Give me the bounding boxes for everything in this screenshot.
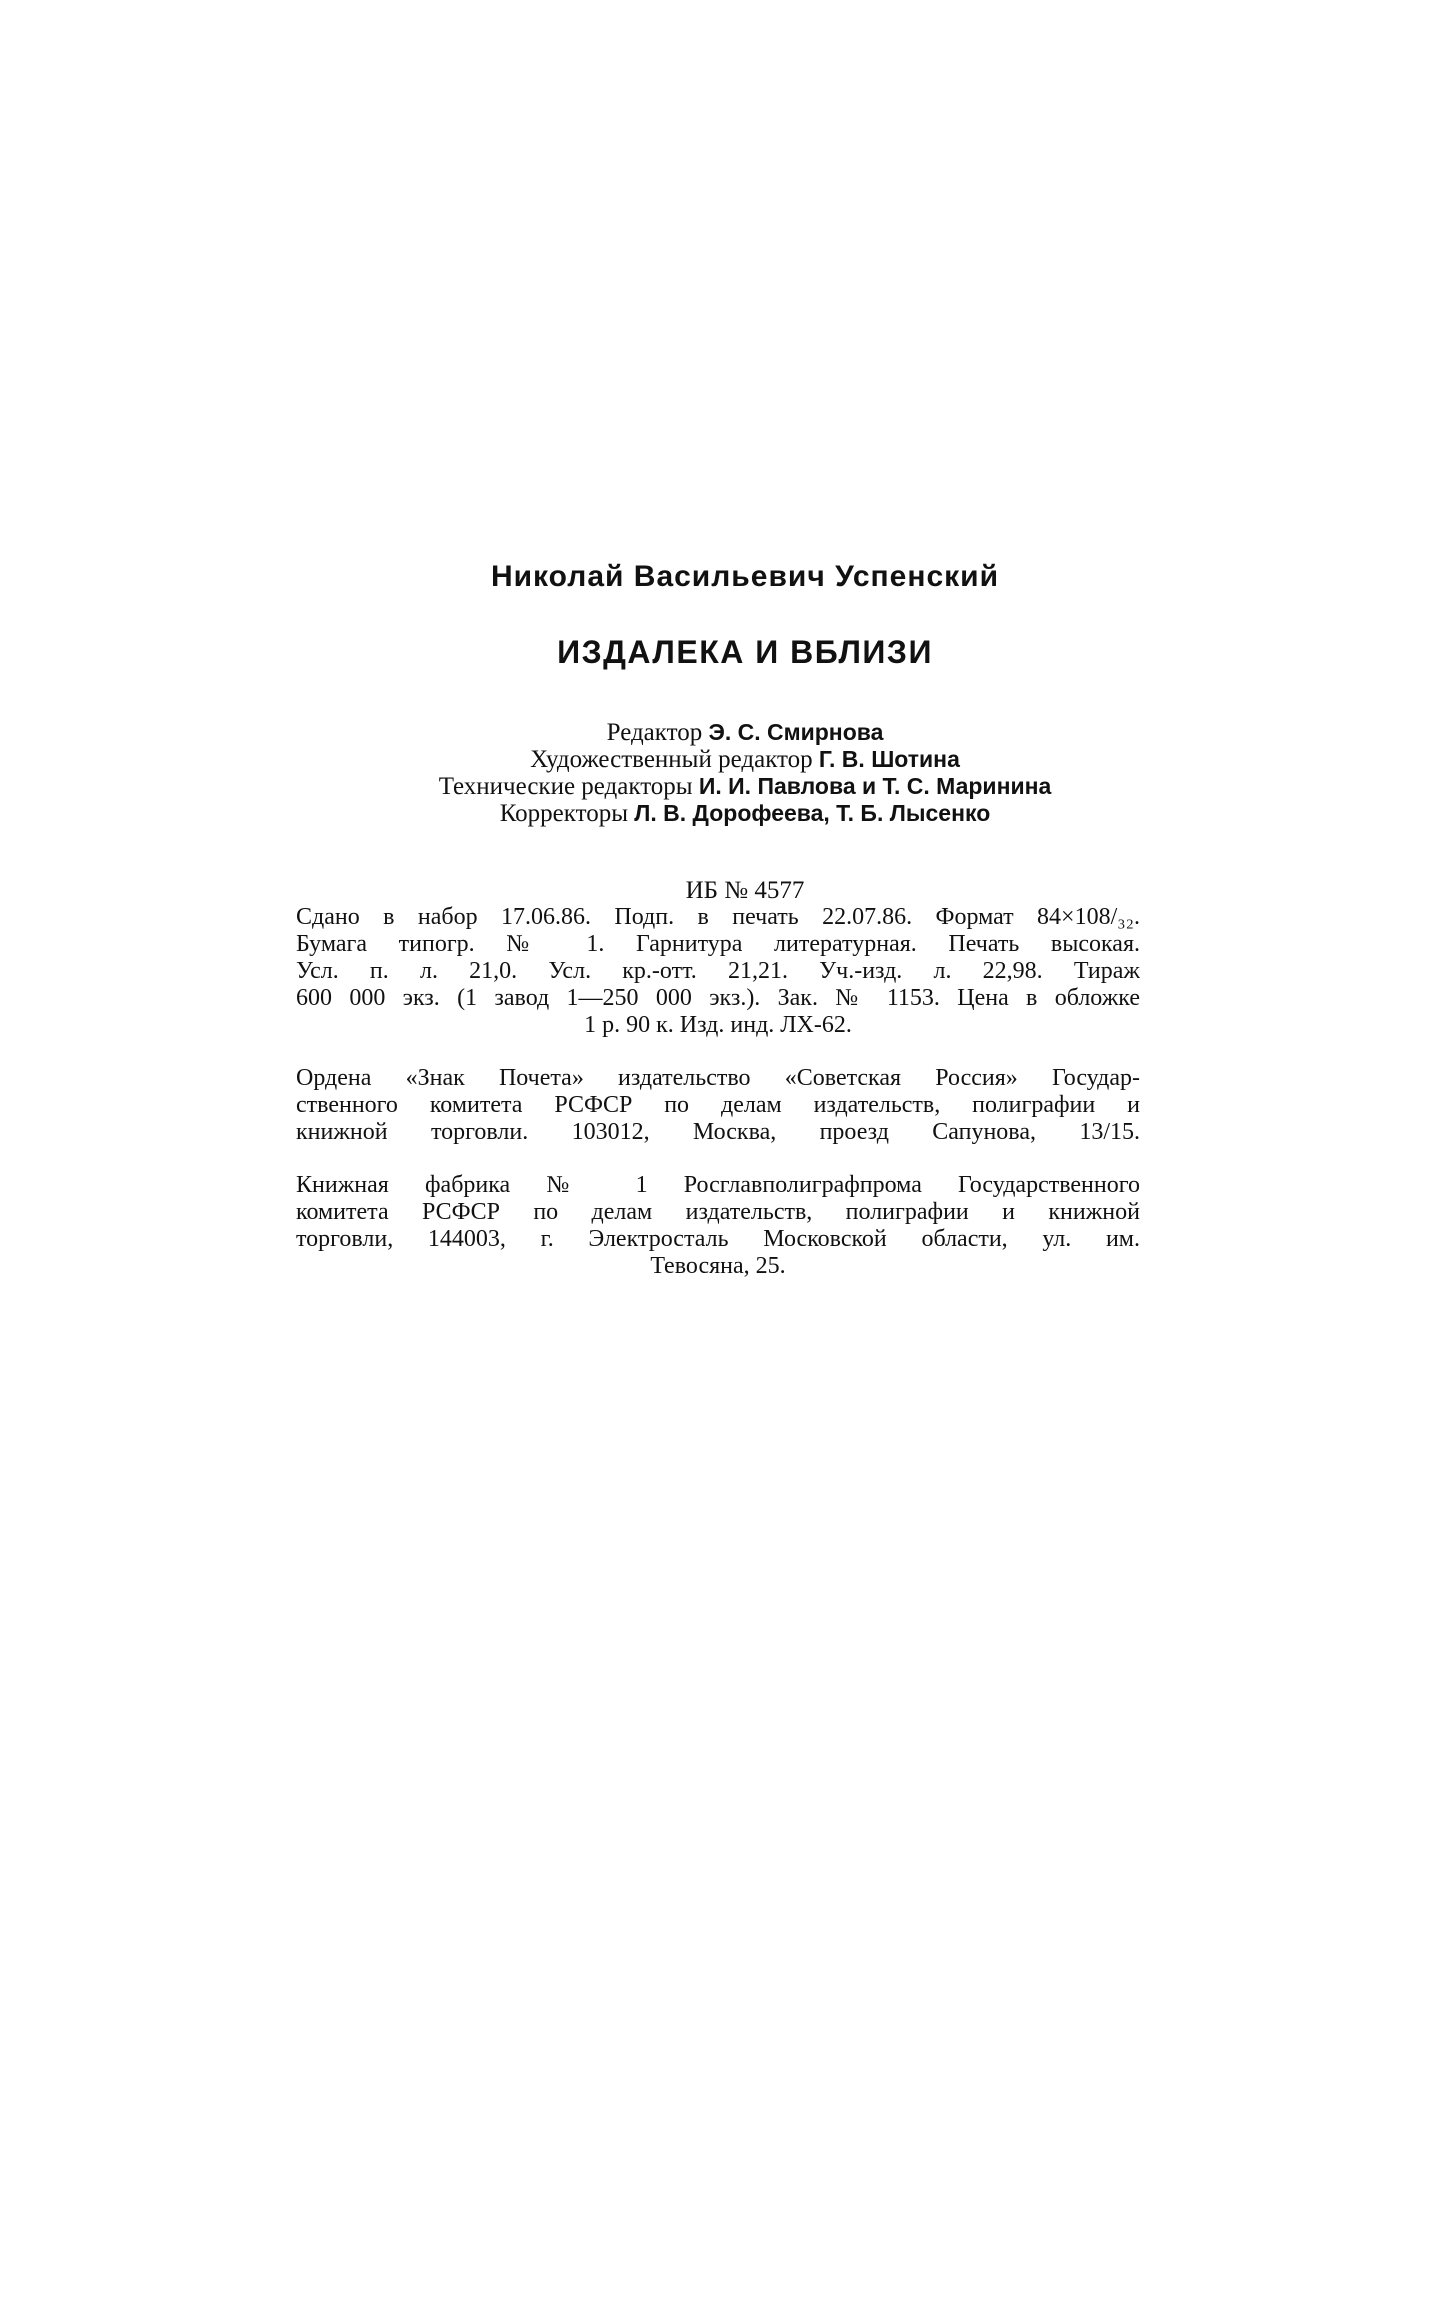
credit-line bbox=[350, 773, 1140, 800]
credit-line bbox=[350, 719, 1140, 746]
credit-line bbox=[350, 800, 1140, 827]
credit-names: Г. В. Шотина bbox=[818, 746, 960, 772]
publisher-line: ственного комитета РСФСР по делам издательств, полиграфии и bbox=[296, 1092, 1140, 1118]
credits-block bbox=[290, 719, 1140, 827]
book-title: ИЗДАЛЕКА И ВБЛИЗИ bbox=[557, 634, 933, 670]
credit-role: Художественный редактор bbox=[530, 746, 813, 773]
printer-block bbox=[290, 1172, 1140, 1280]
imprint-line: Сдано в набор 17.06.86. Подп. в печать 22.07.86. Формат 84×108/₃₂. bbox=[296, 904, 1140, 930]
imprint-line: Усл. п. л. 21,0. Усл. кр.-отт. 21,21. Уч.-изд. л. 22,98. Тираж bbox=[296, 958, 1140, 984]
printer-line: Тевосяна, 25. bbox=[650, 1253, 786, 1279]
printer-line: торговли, 144003, г. Электросталь Московской области, ул. им. bbox=[296, 1226, 1140, 1252]
ib-number: ИБ № 4577 bbox=[685, 877, 805, 904]
imprint-line: 1 р. 90 к. Изд. инд. ЛХ-62. bbox=[584, 1012, 852, 1038]
credit-role: Корректоры bbox=[499, 800, 628, 827]
publisher-block bbox=[290, 1065, 1140, 1146]
author-name: Николай Васильевич Успенский bbox=[490, 560, 1000, 593]
publisher-line: Ордена «Знак Почета» издательство «Советская Россия» Государ- bbox=[296, 1065, 1140, 1091]
credit-names: Л. В. Дорофеева, Т. Б. Лысенко bbox=[634, 800, 991, 826]
printer-line: комитета РСФСР по делам издательств, полиграфии и книжной bbox=[296, 1199, 1140, 1225]
credit-role: Технические редакторы bbox=[438, 773, 693, 800]
publisher-line: книжной торговли. 103012, Москва, проезд Сапунова, 13/15. bbox=[296, 1119, 1140, 1145]
credit-role: Редактор bbox=[606, 719, 703, 746]
credit-line bbox=[350, 746, 1140, 773]
credit-names: И. И. Павлова и Т. С. Маринина bbox=[698, 773, 1052, 799]
imprint-line: Бумага типогр. № 1. Гарнитура литературная. Печать высокая. bbox=[296, 931, 1140, 957]
imprint-block bbox=[290, 904, 1140, 1039]
printer-line: Книжная фабрика № 1 Росглавполиграфпрома Государственного bbox=[296, 1172, 1140, 1198]
imprint-line: 600 000 экз. (1 завод 1—250 000 экз.). Зак. № 1153. Цена в обложке bbox=[296, 985, 1140, 1011]
credit-names: Э. С. Смирнова bbox=[708, 719, 884, 745]
colophon-page bbox=[290, 560, 1140, 1306]
